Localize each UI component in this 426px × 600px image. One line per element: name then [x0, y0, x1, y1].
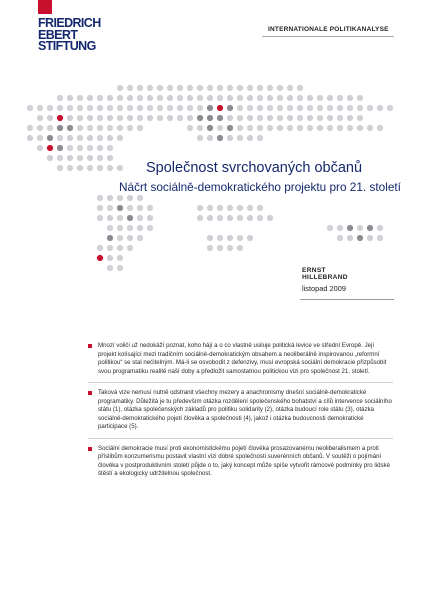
map-dot [57, 105, 63, 111]
map-dot [197, 115, 203, 121]
map-dot [127, 215, 133, 221]
map-dot [37, 145, 43, 151]
map-dot [207, 135, 213, 141]
map-dot [277, 115, 283, 121]
map-dot [217, 115, 223, 121]
map-dot [147, 105, 153, 111]
section-divider [88, 438, 393, 439]
map-dot [107, 145, 113, 151]
map-dot [57, 165, 63, 171]
bullet-marker [88, 344, 92, 348]
map-dot [117, 235, 123, 241]
map-dot [137, 95, 143, 101]
map-dot [247, 205, 253, 211]
map-dot [207, 95, 213, 101]
map-dot [377, 225, 383, 231]
map-dot [267, 125, 273, 131]
map-dot [237, 245, 243, 251]
abstract-section [88, 445, 393, 479]
map-dot [167, 115, 173, 121]
map-dot [147, 115, 153, 121]
map-dot [87, 115, 93, 121]
map-dot [207, 245, 213, 251]
map-dot [97, 245, 103, 251]
map-dot [87, 155, 93, 161]
map-dot [227, 215, 233, 221]
map-dot [27, 135, 33, 141]
map-dot [327, 125, 333, 131]
map-dot [197, 215, 203, 221]
logo-line: EBERT [38, 27, 78, 42]
map-dot [117, 255, 123, 261]
map-dot [77, 115, 83, 121]
map-dot [217, 125, 223, 131]
map-dot [247, 95, 253, 101]
map-dot [87, 95, 93, 101]
map-dot [197, 95, 203, 101]
map-dot [67, 165, 73, 171]
map-dot [127, 225, 133, 231]
map-dot [367, 125, 373, 131]
map-dot [207, 215, 213, 221]
map-dot [117, 195, 123, 201]
map-dot [247, 85, 253, 91]
author-block [302, 267, 372, 293]
page-subtitle: Náčrt sociálně-demokratického projektu pro 21. století [119, 180, 401, 194]
map-dot [237, 235, 243, 241]
map-dot [167, 95, 173, 101]
map-dot [357, 115, 363, 121]
map-dot [37, 135, 43, 141]
map-dot [227, 125, 233, 131]
map-dot [317, 95, 323, 101]
map-dot [167, 105, 173, 111]
logo-line: STIFTUNG [38, 39, 96, 53]
map-dot [187, 85, 193, 91]
map-dot [227, 105, 233, 111]
map-dot [317, 125, 323, 131]
map-dot [67, 135, 73, 141]
abstract-paragraph: Taková vize nemusí nutně odstranit všechny mezery a anachronismy dnešní sociálně-demokratické programatiky. Důležitá je tu především otázka rozdělení společenského bohatství a cílů intervence sociálního státu (1), otázka společenských základů pro politiku solidarity (2), otázka budoucí role státu (3), otázka sociálně-demokratického pojetí člověka a společnosti (4), jakož i otázka budoucnosti demokratické participace (5). [98, 389, 392, 430]
map-dot [57, 115, 63, 121]
map-dot [27, 125, 33, 131]
map-dot [107, 215, 113, 221]
map-dot [197, 125, 203, 131]
map-dot [227, 205, 233, 211]
author-rule [300, 299, 394, 300]
map-dot [27, 105, 33, 111]
map-dot [207, 115, 213, 121]
map-dot [337, 125, 343, 131]
map-dot [377, 235, 383, 241]
map-dot [297, 115, 303, 121]
map-dot [267, 85, 273, 91]
map-dot [227, 85, 233, 91]
map-dot [377, 125, 383, 131]
map-dot [87, 135, 93, 141]
map-dot [87, 145, 93, 151]
map-dot [247, 135, 253, 141]
map-dot [107, 255, 113, 261]
map-dot [187, 95, 193, 101]
map-dot [187, 125, 193, 131]
map-dot [57, 95, 63, 101]
map-dot [297, 125, 303, 131]
map-dot [307, 125, 313, 131]
map-dot [107, 265, 113, 271]
map-dot [197, 105, 203, 111]
map-dot [127, 115, 133, 121]
map-dot [237, 85, 243, 91]
map-dot [287, 125, 293, 131]
map-dot [287, 105, 293, 111]
map-dot [127, 85, 133, 91]
map-dot [327, 225, 333, 231]
map-dot [337, 95, 343, 101]
publication-date: listopad 2009 [302, 284, 346, 293]
abstract-paragraph: Sociální demokracie musí proti ekonomistickému pojetí člověka prosazovanému neoliberalismem a proti příslibům konzumerismu postavit vlastní vizi dobré společnosti suverénních občanů. V soutěži o pojímání člověka v postproduktivním století půjde o to, jaký koncept může spíše vytvořit rámcové podmínky pro lidské štěstí a ekologicky udržitelnou společnost. [98, 444, 390, 477]
abstract-section [88, 389, 393, 432]
map-dot [157, 115, 163, 121]
map-dot [97, 165, 103, 171]
map-dot [297, 95, 303, 101]
map-dot [197, 85, 203, 91]
map-dot [47, 155, 53, 161]
map-dot [367, 105, 373, 111]
map-dot [137, 205, 143, 211]
map-dot [87, 105, 93, 111]
map-dot [287, 95, 293, 101]
map-dot [107, 205, 113, 211]
map-dot [77, 165, 83, 171]
map-dot [117, 105, 123, 111]
map-dot [207, 235, 213, 241]
map-dot [117, 265, 123, 271]
map-dot [117, 165, 123, 171]
map-dot [117, 225, 123, 231]
map-dot [157, 95, 163, 101]
map-dot [297, 105, 303, 111]
map-dot [227, 115, 233, 121]
map-dot [67, 95, 73, 101]
map-dot [127, 235, 133, 241]
map-dot [57, 135, 63, 141]
map-dot [287, 85, 293, 91]
map-dot [277, 85, 283, 91]
map-dot [77, 135, 83, 141]
map-dot [117, 95, 123, 101]
map-dot [207, 105, 213, 111]
map-dot [317, 115, 323, 121]
map-dot [107, 225, 113, 231]
section-divider [88, 382, 393, 383]
map-dot [357, 125, 363, 131]
map-dot [97, 255, 103, 261]
map-dot [227, 135, 233, 141]
map-dot [137, 105, 143, 111]
map-dot [127, 125, 133, 131]
map-dot [67, 155, 73, 161]
map-dot [117, 125, 123, 131]
map-dot [317, 105, 323, 111]
map-dot [127, 245, 133, 251]
map-dot [347, 115, 353, 121]
abstract-section [88, 342, 393, 376]
map-dot [207, 125, 213, 131]
map-dot [307, 105, 313, 111]
map-dot [117, 205, 123, 211]
series-label: INTERNATIONALE POLITIKANALYSE [268, 26, 389, 33]
map-dot [127, 205, 133, 211]
map-dot [47, 125, 53, 131]
map-dot [257, 115, 263, 121]
map-dot [217, 205, 223, 211]
map-dot [87, 165, 93, 171]
map-dot [217, 105, 223, 111]
map-dot [147, 85, 153, 91]
map-dot [267, 115, 273, 121]
map-dot [347, 125, 353, 131]
map-dot [227, 95, 233, 101]
map-dot [247, 125, 253, 131]
map-dot [227, 245, 233, 251]
map-dot [227, 235, 233, 241]
map-dot [257, 215, 263, 221]
map-dot [107, 105, 113, 111]
map-dot [177, 85, 183, 91]
page-title: Společnost svrchovaných občanů [146, 160, 363, 176]
map-dot [207, 85, 213, 91]
map-dot [277, 125, 283, 131]
map-dot [347, 225, 353, 231]
map-dot [117, 115, 123, 121]
map-dot [67, 145, 73, 151]
map-dot [47, 115, 53, 121]
map-dot [357, 95, 363, 101]
map-dot [107, 165, 113, 171]
map-dot [277, 95, 283, 101]
map-dot [327, 105, 333, 111]
map-dot [257, 85, 263, 91]
map-dot [117, 215, 123, 221]
abstract-paragraph: Mnozí voliči už nedokáží poznat, koho hájí a o co vlastně usiluje politická levice ve střední Evropě. Její projekt kolísající mezi tradičním sociálně-demokratickým obsahem a neoliberálně inspirovanou „reformní politikou“ se stal nečitelným. Má-li se osvobodit z defenzivy, musí evropská sociální demokracie přizpůsobit svou programatiku realitě naší doby a předložit samostatnou politickou vizi pro společnost 21. století. [98, 342, 387, 375]
map-dot [107, 245, 113, 251]
map-dot [287, 115, 293, 121]
map-dot [387, 105, 393, 111]
map-dot [57, 155, 63, 161]
map-dot [107, 155, 113, 161]
map-dot [197, 205, 203, 211]
map-dot [107, 195, 113, 201]
map-dot [47, 135, 53, 141]
map-dot [267, 215, 273, 221]
map-dot [107, 95, 113, 101]
map-dot [347, 235, 353, 241]
map-dot [237, 125, 243, 131]
map-dot [217, 215, 223, 221]
map-dot [37, 105, 43, 111]
map-dot [357, 105, 363, 111]
map-dot [327, 115, 333, 121]
map-dot [77, 105, 83, 111]
map-dot [107, 115, 113, 121]
map-dot [237, 135, 243, 141]
map-dot [257, 105, 263, 111]
map-dot [307, 115, 313, 121]
bullet-marker [88, 391, 92, 395]
map-dot [67, 115, 73, 121]
map-dot [117, 85, 123, 91]
map-dot [217, 95, 223, 101]
map-dot [147, 95, 153, 101]
map-dot [177, 115, 183, 121]
map-dot [97, 145, 103, 151]
logo-line: FRIEDRICH [38, 16, 101, 30]
map-dot [107, 125, 113, 131]
map-dot [97, 215, 103, 221]
map-dot [127, 105, 133, 111]
map-dot [347, 95, 353, 101]
map-dot [147, 205, 153, 211]
map-dot [97, 115, 103, 121]
map-dot [237, 205, 243, 211]
map-dot [57, 145, 63, 151]
map-dot [187, 105, 193, 111]
map-dot [257, 95, 263, 101]
map-dot [117, 245, 123, 251]
map-dot [237, 215, 243, 221]
map-dot [247, 115, 253, 121]
bullet-marker [88, 447, 92, 451]
map-dot [357, 235, 363, 241]
map-dot [87, 125, 93, 131]
map-dot [277, 105, 283, 111]
map-dot [47, 105, 53, 111]
map-dot [127, 195, 133, 201]
map-dot [257, 205, 263, 211]
map-dot [97, 205, 103, 211]
map-dot [97, 155, 103, 161]
map-dot [137, 235, 143, 241]
map-dot [297, 85, 303, 91]
map-dot [137, 195, 143, 201]
map-dot [217, 135, 223, 141]
map-dot [337, 105, 343, 111]
map-dot [107, 135, 113, 141]
map-dot [177, 105, 183, 111]
map-dot [57, 125, 63, 131]
map-dot [177, 95, 183, 101]
map-dot [337, 225, 343, 231]
map-dot [337, 115, 343, 121]
map-dot [137, 85, 143, 91]
map-dot [77, 155, 83, 161]
author-name: ERNST HILLEBRAND [302, 267, 348, 281]
map-dot [67, 105, 73, 111]
map-dot [207, 205, 213, 211]
map-dot [167, 85, 173, 91]
map-dot [117, 135, 123, 141]
map-dot [137, 225, 143, 231]
map-dot [97, 195, 103, 201]
map-dot [237, 115, 243, 121]
map-dot [147, 215, 153, 221]
map-dot [127, 95, 133, 101]
map-dot [367, 235, 373, 241]
map-dot [47, 145, 53, 151]
map-dot [67, 125, 73, 131]
map-dot [197, 135, 203, 141]
map-dot [237, 95, 243, 101]
map-dot [307, 95, 313, 101]
map-dot [157, 85, 163, 91]
map-dot [107, 235, 113, 241]
map-dot [97, 125, 103, 131]
map-dot [247, 105, 253, 111]
map-dot [257, 125, 263, 131]
map-dot [247, 235, 253, 241]
map-dot [217, 85, 223, 91]
map-dot [337, 235, 343, 241]
map-dot [137, 115, 143, 121]
map-dot [267, 105, 273, 111]
map-dot [267, 95, 273, 101]
map-dot [147, 225, 153, 231]
map-dot [217, 235, 223, 241]
map-dot [157, 105, 163, 111]
map-dot [187, 115, 193, 121]
map-dot [137, 215, 143, 221]
map-dot [347, 105, 353, 111]
map-dot [247, 215, 253, 221]
map-dot [97, 105, 103, 111]
map-dot [377, 105, 383, 111]
map-dot [137, 125, 143, 131]
map-dot [327, 95, 333, 101]
map-dot [77, 125, 83, 131]
map-dot [97, 95, 103, 101]
map-dot [37, 125, 43, 131]
map-dot [357, 225, 363, 231]
map-dot [97, 135, 103, 141]
map-dot [237, 105, 243, 111]
map-dot [77, 95, 83, 101]
map-dot [77, 145, 83, 151]
abstract [88, 342, 393, 485]
map-dot [217, 245, 223, 251]
map-dot [257, 135, 263, 141]
map-dot [367, 225, 373, 231]
map-dot [37, 115, 43, 121]
